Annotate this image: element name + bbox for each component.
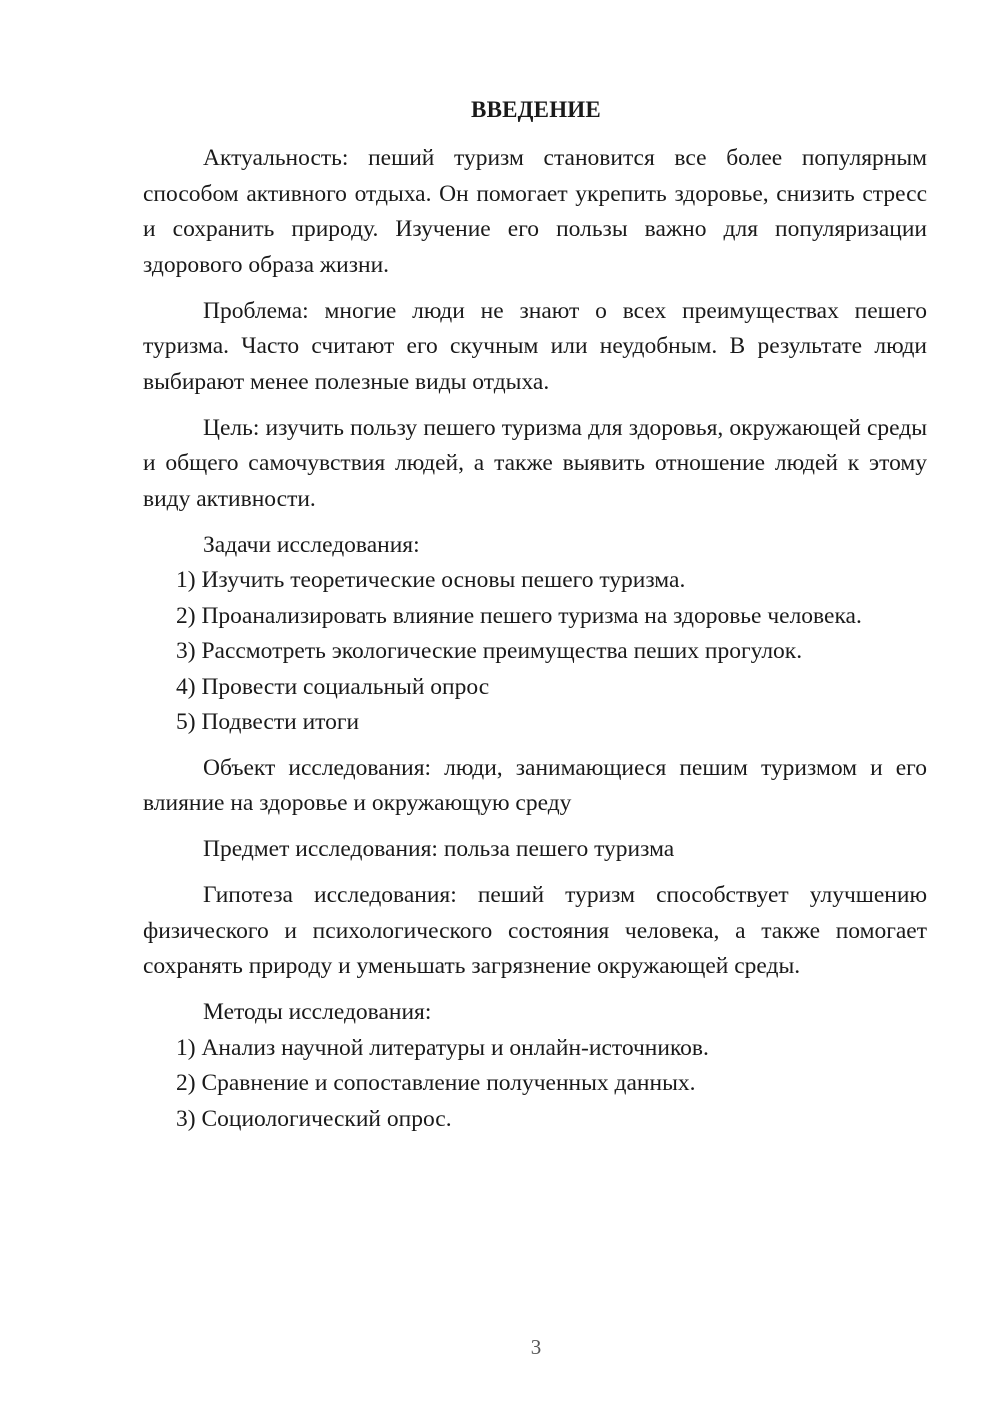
methods-list (143, 1031, 927, 1138)
list-item: 1) Изучить теоретические основы пешего туризма. (176, 567, 686, 593)
list-item: 5) Подвести итоги (176, 709, 360, 735)
hypothesis-paragraph: Гипотеза исследования: пеший туризм способствует улучшению физического и психологического состояния человека, а также помогает сохранять природу и уменьшать загрязнение окружающей среды. (143, 882, 927, 979)
object-paragraph: Объект исследования: люди, занимающиеся пешим туризмом и его влияние на здоровье и окружающую среду (143, 754, 927, 816)
list-item: 4) Провести социальный опрос (176, 673, 490, 700)
tasks-list (143, 563, 927, 741)
body-text (143, 141, 927, 1137)
tasks-heading: Задачи исследования: (203, 531, 420, 558)
goal-paragraph: Цель: изучить пользу пешего туризма для здоровья, окружающей среды и общего самочувствия людей, а также выявить отношение людей к этому виду активности. (143, 414, 927, 512)
list-item: 1) Анализ научной литературы и онлайн-источников. (176, 1034, 709, 1061)
list-item: 3) Рассмотреть экологические преимущества пеших прогулок. (176, 638, 803, 664)
list-item: 3) Социологический опрос. (176, 1105, 452, 1132)
problem-paragraph: Проблема: многие люди не знают о всех преимуществах пешего туризма. Часто считают его скучным или неудобным. В результате люди выбирают менее полезные виды отдыха. (143, 297, 927, 395)
page-title: ВВЕДЕНИЕ (471, 97, 601, 122)
methods-heading: Методы исследования: (203, 999, 432, 1025)
list-item: 2) Сравнение и сопоставление полученных данных. (176, 1070, 696, 1096)
page-number: 3 (530, 1335, 542, 1359)
subject-paragraph: Предмет исследования: польза пешего туризма (203, 836, 675, 862)
relevance-paragraph: Актуальность: пеший туризм становится все более популярным способом активного отдыха. Он помогает укрепить здоровье, снизить стресс и сохранить природу. Изучение его пользы важно для популяризации здорового образа жизни. (143, 145, 927, 278)
list-item: 2) Проанализировать влияние пешего туризма на здоровье человека. (176, 602, 862, 629)
